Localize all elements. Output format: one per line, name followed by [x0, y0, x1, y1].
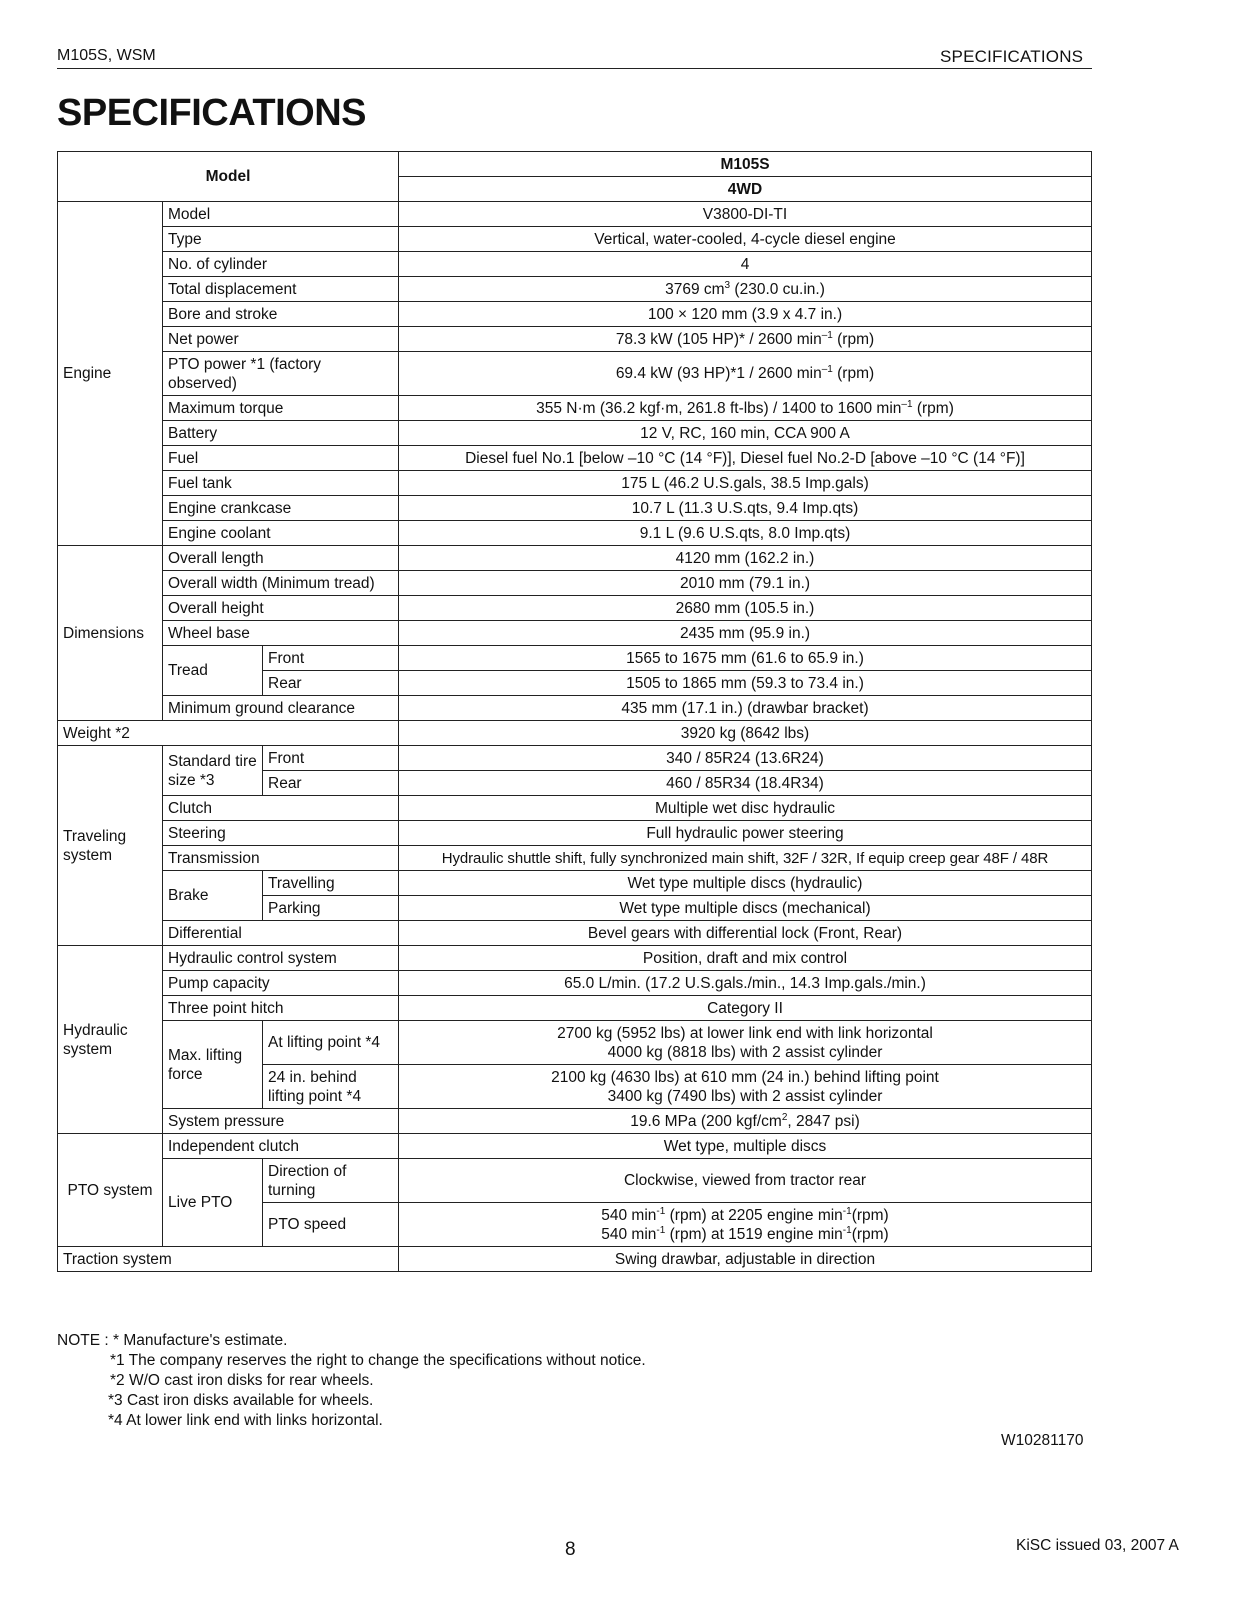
table-row — [58, 596, 1092, 621]
sub-label: Parking — [263, 896, 399, 921]
row-value: Wet type multiple discs (mechanical) — [399, 896, 1092, 921]
sub-label: Rear — [263, 771, 399, 796]
table-row — [58, 302, 1092, 327]
row-value: 9.1 L (9.6 U.S.qts, 8.0 Imp.qts) — [399, 521, 1092, 546]
value-line: 4000 kg (8818 lbs) with 2 assist cylinder — [607, 1043, 883, 1061]
row-label: Tread — [163, 646, 263, 696]
row-value: Category II — [399, 996, 1092, 1021]
sub-label: Front — [263, 646, 399, 671]
table-row — [58, 227, 1092, 252]
value-text: , 2847 psi) — [787, 1112, 860, 1130]
table-row — [58, 1021, 1092, 1065]
value-text: 540 min — [601, 1206, 657, 1224]
row-label: Independent clutch — [163, 1134, 399, 1159]
sub-label: PTO speed — [263, 1203, 399, 1247]
header-manual-title: M105S, WSM — [57, 47, 156, 64]
row-label: Fuel — [163, 446, 399, 471]
value-superscript: –1 — [901, 398, 913, 410]
row-label: Total displacement — [163, 277, 399, 302]
value-text: 540 min — [601, 1225, 657, 1243]
row-value — [399, 277, 1092, 302]
row-value: 65.0 L/min. (17.2 U.S.gals./min., 14.3 Imp.gals./min.) — [399, 971, 1092, 996]
value-text: (rpm) — [832, 330, 875, 348]
value-line: 3400 kg (7490 lbs) with 2 assist cylinder — [607, 1087, 883, 1105]
model-name: M105S — [399, 152, 1092, 177]
row-value — [399, 396, 1092, 421]
row-value: Diesel fuel No.1 [below –10 °C (14 °F)], Diesel fuel No.2-D [above –10 °C (14 °F)] — [399, 446, 1092, 471]
table-row — [58, 996, 1092, 1021]
table-row — [58, 1134, 1092, 1159]
sub-label: Front — [263, 746, 399, 771]
row-value: 3920 kg (8642 lbs) — [399, 721, 1092, 746]
table-row — [58, 277, 1092, 302]
table-row — [58, 621, 1092, 646]
row-label: Pump capacity — [163, 971, 399, 996]
row-value: 2435 mm (95.9 in.) — [399, 621, 1092, 646]
row-label: Clutch — [163, 796, 399, 821]
table-row — [58, 1247, 1092, 1272]
row-value — [399, 352, 1092, 396]
table-row — [58, 521, 1092, 546]
group-traveling: Traveling system — [58, 746, 163, 946]
sub-label: Direction of turning — [263, 1159, 399, 1203]
row-value: Clockwise, viewed from tractor rear — [399, 1159, 1092, 1203]
document-id: W10281170 — [1001, 1432, 1084, 1449]
page-title: SPECIFICATIONS — [57, 92, 366, 134]
value-superscript: -1 — [656, 1224, 666, 1236]
row-label: Wheel base — [163, 621, 399, 646]
table-row — [58, 696, 1092, 721]
value-superscript: –1 — [821, 363, 833, 375]
row-label: Weight *2 — [58, 721, 399, 746]
value-text: 355 N·m (36.2 kgf·m, 261.8 ft-lbs) / 1400 to 1600 min — [536, 399, 902, 417]
row-value: 4120 mm (162.2 in.) — [399, 546, 1092, 571]
table-row — [58, 202, 1092, 227]
group-hydraulic: Hydraulic system — [58, 946, 163, 1134]
value-text: 69.4 kW (93 HP)*1 / 2600 min — [615, 365, 822, 382]
sub-label: 24 in. behind lifting point *4 — [263, 1065, 399, 1109]
value-text: (rpm) — [832, 365, 875, 382]
row-value: Bevel gears with differential lock (Front, Rear) — [399, 921, 1092, 946]
table-row — [58, 446, 1092, 471]
table-row — [58, 571, 1092, 596]
table-row — [58, 821, 1092, 846]
row-value: 1565 to 1675 mm (61.6 to 65.9 in.) — [399, 646, 1092, 671]
value-text: (rpm) — [851, 1225, 889, 1243]
value-text: 19.6 MPa (200 kgf/cm — [630, 1112, 782, 1130]
note-line: *2 W/O cast iron disks for rear wheels. — [110, 1372, 374, 1389]
row-label: Three point hitch — [163, 996, 399, 1021]
row-value: 12 V, RC, 160 min, CCA 900 A — [399, 421, 1092, 446]
row-value — [399, 327, 1092, 352]
table-row — [58, 1159, 1092, 1203]
row-value: 460 / 85R34 (18.4R34) — [399, 771, 1092, 796]
value-line: 2100 kg (4630 lbs) at 610 mm (24 in.) behind lifting point — [551, 1068, 939, 1086]
sub-label: Rear — [263, 671, 399, 696]
table-row — [58, 327, 1092, 352]
notes — [57, 1331, 646, 1431]
value-superscript: 2 — [781, 1111, 788, 1123]
row-value: Wet type multiple discs (hydraulic) — [399, 871, 1092, 896]
value-superscript: -1 — [842, 1205, 852, 1217]
row-label: Bore and stroke — [163, 302, 399, 327]
drive-type: 4WD — [399, 177, 1092, 202]
header-section-title: SPECIFICATIONS — [940, 47, 1084, 66]
row-value: 10.7 L (11.3 U.S.qts, 9.4 Imp.qts) — [399, 496, 1092, 521]
note-line: *3 Cast iron disks available for wheels. — [108, 1392, 374, 1409]
row-label: Overall height — [163, 596, 399, 621]
row-label: Minimum ground clearance — [163, 696, 399, 721]
row-value: Swing drawbar, adjustable in direction — [399, 1247, 1092, 1272]
row-value: 4 — [399, 252, 1092, 277]
row-label: Net power — [163, 327, 399, 352]
value-superscript: -1 — [656, 1205, 666, 1217]
table-row — [58, 496, 1092, 521]
specifications-table — [57, 151, 1092, 1272]
value-text: (rpm) at 2205 engine min — [665, 1206, 843, 1224]
row-label: Model — [163, 202, 399, 227]
table-row — [58, 546, 1092, 571]
group-pto: PTO system — [58, 1134, 163, 1247]
row-label: Overall width (Minimum tread) — [163, 571, 399, 596]
table-row — [58, 352, 1092, 396]
row-value: 1505 to 1865 mm (59.3 to 73.4 in.) — [399, 671, 1092, 696]
row-value — [399, 1109, 1092, 1134]
row-label: Differential — [163, 921, 399, 946]
value-text: (230.0 cu.in.) — [730, 280, 825, 298]
row-label: Type — [163, 227, 399, 252]
value-text: 78.3 kW (105 HP)* / 2600 min — [615, 330, 822, 348]
issue-info: KiSC issued 03, 2007 A — [1016, 1537, 1179, 1554]
row-label: Standard tire size *3 — [163, 746, 263, 796]
row-label: Battery — [163, 421, 399, 446]
row-label: Overall length — [163, 546, 399, 571]
value-text: (rpm) — [912, 399, 954, 417]
row-value: Hydraulic shuttle shift, fully synchronized main shift, 32F / 32R, If equip creep gear 48F / 48R — [399, 846, 1092, 871]
table-row — [58, 471, 1092, 496]
row-label: Maximum torque — [163, 396, 399, 421]
row-value: 2010 mm (79.1 in.) — [399, 571, 1092, 596]
table-row — [58, 1109, 1092, 1134]
note-line: *4 At lower link end with links horizontal. — [108, 1412, 383, 1429]
table-row — [58, 871, 1092, 896]
table-row — [58, 252, 1092, 277]
value-superscript: -1 — [842, 1224, 852, 1236]
row-label: Max. lifting force — [163, 1021, 263, 1109]
row-label: System pressure — [163, 1109, 399, 1134]
row-label: No. of cylinder — [163, 252, 399, 277]
row-label: Transmission — [163, 846, 399, 871]
table-row — [58, 971, 1092, 996]
group-dimensions: Dimensions — [58, 546, 163, 721]
group-engine: Engine — [58, 202, 163, 546]
row-value: Position, draft and mix control — [399, 946, 1092, 971]
note-line: *1 The company reserves the right to change the specifications without notice. — [110, 1352, 646, 1369]
row-value — [399, 1021, 1092, 1065]
table-row — [58, 152, 1092, 177]
table-row — [58, 746, 1092, 771]
row-label: Live PTO — [163, 1159, 263, 1247]
value-text: 3769 cm — [665, 280, 725, 298]
row-label: Traction system — [58, 1247, 399, 1272]
row-value — [399, 1203, 1092, 1247]
row-value: Vertical, water-cooled, 4-cycle diesel engine — [399, 227, 1092, 252]
note-line: NOTE : * Manufacture's estimate. — [57, 1332, 288, 1349]
value-text: (rpm) at 1519 engine min — [665, 1225, 843, 1243]
value-superscript: 3 — [724, 279, 731, 291]
table-row — [58, 646, 1092, 671]
sub-label: At lifting point *4 — [263, 1021, 399, 1065]
table-row — [58, 846, 1092, 871]
page-number: 8 — [565, 1539, 576, 1560]
row-label: Fuel tank — [163, 471, 399, 496]
table-row — [58, 421, 1092, 446]
row-label: Steering — [163, 821, 399, 846]
row-label: Brake — [163, 871, 263, 921]
row-label: Engine crankcase — [163, 496, 399, 521]
value-line — [404, 1206, 1086, 1225]
row-value: 2680 mm (105.5 in.) — [399, 596, 1092, 621]
value-superscript: –1 — [821, 329, 833, 341]
value-text: (rpm) — [851, 1206, 889, 1224]
row-value: Multiple wet disc hydraulic — [399, 796, 1092, 821]
header-divider — [57, 68, 1092, 69]
row-value: Full hydraulic power steering — [399, 821, 1092, 846]
table-row — [58, 796, 1092, 821]
table-row — [58, 921, 1092, 946]
row-label: Hydraulic control system — [163, 946, 399, 971]
value-line — [404, 1225, 1086, 1244]
row-value: 175 L (46.2 U.S.gals, 38.5 Imp.gals) — [399, 471, 1092, 496]
sub-label: Travelling — [263, 871, 399, 896]
model-header: Model — [58, 152, 399, 202]
row-value: 340 / 85R24 (13.6R24) — [399, 746, 1092, 771]
value-line: 2700 kg (5952 lbs) at lower link end with link horizontal — [557, 1024, 933, 1042]
row-label: Engine coolant — [163, 521, 399, 546]
row-value: 435 mm (17.1 in.) (drawbar bracket) — [399, 696, 1092, 721]
row-value — [399, 1065, 1092, 1109]
table-row — [58, 721, 1092, 746]
table-row — [58, 396, 1092, 421]
row-label: PTO power *1 (factory observed) — [163, 352, 399, 396]
row-value: Wet type, multiple discs — [399, 1134, 1092, 1159]
row-value: V3800-DI-TI — [399, 202, 1092, 227]
table-row — [58, 946, 1092, 971]
row-value: 100 × 120 mm (3.9 x 4.7 in.) — [399, 302, 1092, 327]
